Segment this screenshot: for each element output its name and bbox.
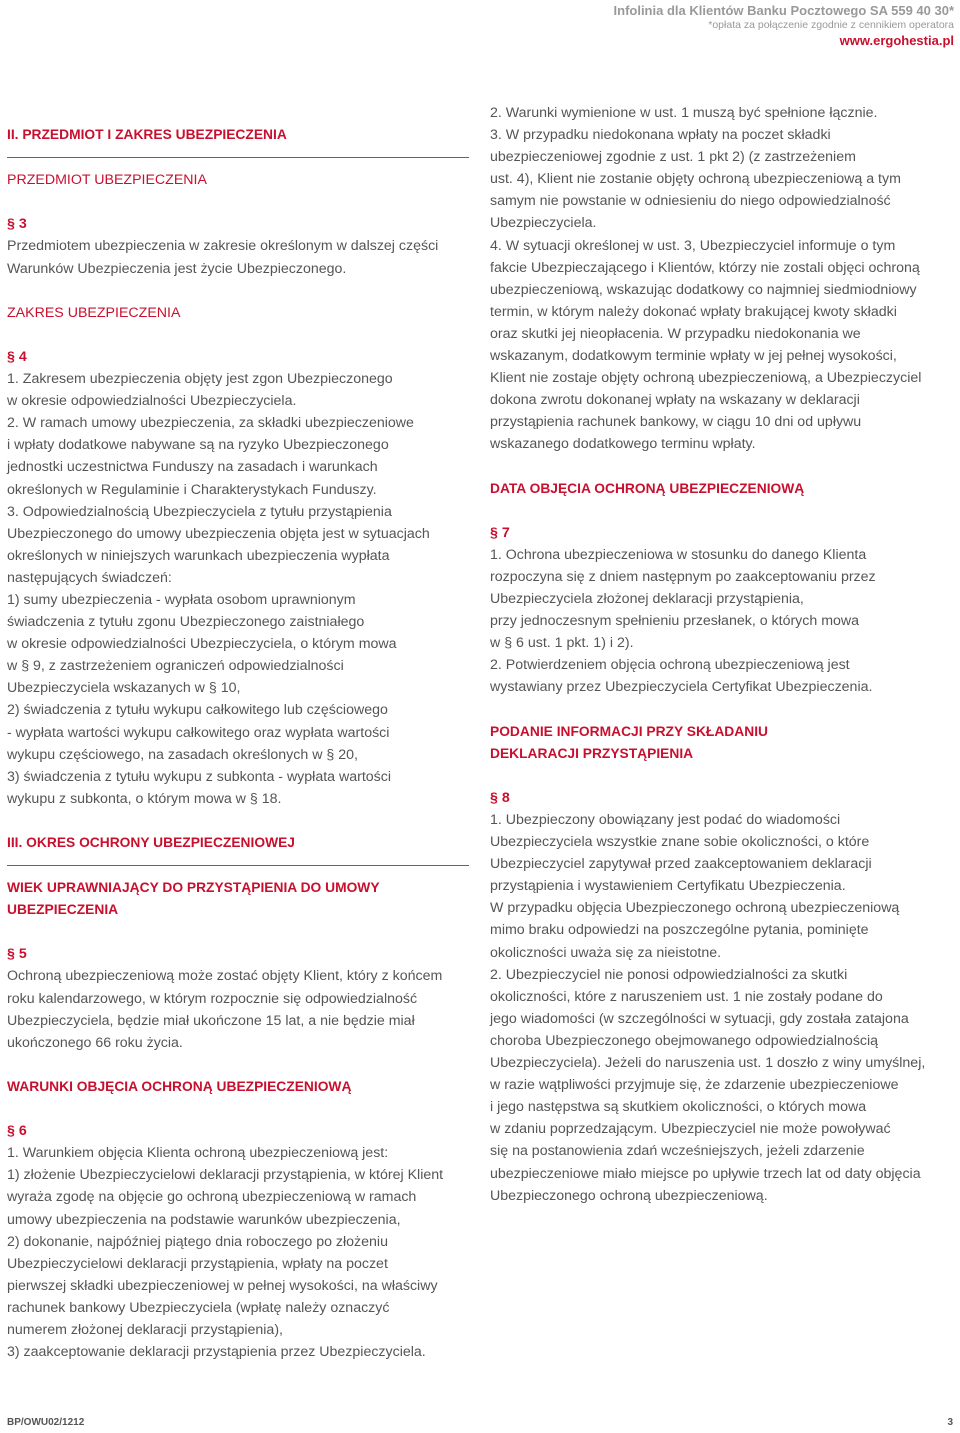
text-line: określonych w Regulaminie i Charakterystykach Funduszy.: [7, 481, 377, 498]
text-line: 2. Ubezpieczyciel nie ponosi odpowiedzialności za skutki: [490, 966, 848, 983]
text-line: 2. W ramach umowy ubezpieczenia, za składki ubezpieczeniowe: [7, 415, 414, 432]
text-line: Ubezpieczonego ochroną ubezpieczeniową.: [490, 1187, 768, 1204]
text-line: i wpłaty dodatkowe nabywane są na ryzyko Ubezpieczonego: [7, 437, 389, 454]
text-line: 2. Potwierdzeniem objęcia ochroną ubezpieczeniową jest: [490, 657, 850, 674]
text-line: Ubezpieczyciela, będzie miał ukończone 15 lat, a nie będzie miał: [7, 1012, 415, 1029]
text-line: świadczenia z tytułu zgonu Ubezpieczonego zaistniałego: [7, 614, 365, 631]
text-line: rachunek bankowy Ubezpieczyciela (wpłatę należy oznaczyć: [7, 1299, 390, 1316]
text-line: przy jednoczesnym spełnieniu przesłanek, o których mowa: [490, 613, 860, 630]
text-line: Przedmiotem ubezpieczenia w zakresie określonym w dalszej części: [7, 238, 439, 255]
text-line: 2. Warunki wymienione w ust. 1 muszą być spełnione łącznie.: [490, 105, 878, 121]
text-line: oraz skutki jej nieopłacenia. W przypadku niedokonania we: [490, 325, 861, 342]
text-line: Ubezpieczyciela.: [490, 215, 597, 232]
hotline-note: *opłata za połączenie zgodnie z cennikiem operatora: [708, 19, 954, 31]
text-line: termin, w którym należy dokonać wpłaty brakującej kwoty składki: [490, 303, 897, 320]
text-line: dokona zwrotu dokonanej wpłaty na wskazany w deklaracji: [490, 392, 860, 409]
text-line: 1) złożenie Ubezpieczycielowi deklaracji przystąpienia, w której Klient: [7, 1167, 444, 1184]
text-line: 2) dokonanie, najpóźniej piątego dnia roboczego po złożeniu: [7, 1233, 388, 1250]
section-rule: [7, 854, 469, 866]
section-title-okres-ochrony: III. OKRES OCHRONY UBEZPIECZENIOWEJ: [7, 835, 295, 850]
text-line: jego wiadomości (w szczególności w sytuacji, gdy została zatajona: [490, 1010, 909, 1027]
text-line: numerem złożonej deklaracji przystąpienia),: [7, 1321, 283, 1338]
text-line: Ubezpieczyciela). Jeżeli do naruszenia ust. 1 doszło z winy umyślnej,: [490, 1055, 926, 1072]
text-line: przystąpienia rachunek bankowy, w ciągu 10 dni od upływu: [490, 414, 862, 431]
text-line: 1. Ochrona ubezpieczeniowa w stosunku do danego Klienta: [490, 546, 867, 563]
text-line: Ubezpieczycielowi deklaracji przystąpienia, wpłaty na poczet: [7, 1255, 388, 1272]
text-line: fakcie Ubezpieczającego i Klientów, którzy nie zostali objęci ochroną: [490, 259, 920, 276]
text-line: ubezpieczeniowe miało miejsce po upływie trzech lat od daty objęcia: [490, 1165, 921, 1182]
subsection-title-podanie: PODANIE INFORMACJI PRZY SKŁADANIU: [490, 723, 768, 739]
text-line: samym nie powstanie w odniesieniu do niego odpowiedzialność: [490, 193, 891, 210]
text-line: wykupu częściowego, na zasadach określonych w § 20,: [7, 746, 358, 763]
text-line: wyraża zgodę na objęcie go ochroną ubezpieczeniową w ramach: [7, 1189, 417, 1206]
text-line: i jego następstwa są skutkiem okoliczności, o których mowa: [490, 1099, 867, 1116]
page-number: 3: [947, 1417, 953, 1428]
text-line: Ubezpieczyciela wszystkie znane sobie okoliczności, o które: [490, 834, 870, 851]
hotline-text: Infolinia dla Klientów Banku Pocztowego SA 559 40 30*: [613, 3, 954, 18]
text-line: w okresie odpowiedzialności Ubezpieczyciela.: [7, 393, 297, 410]
text-line: 1. Warunkiem objęcia Klienta ochroną ubezpieczeniową jest:: [7, 1145, 389, 1162]
text-line: mimo braku odpowiedzi na poszczególne pytania, pominięte: [490, 922, 869, 939]
document-code: BP/OWU02/1212: [7, 1417, 85, 1428]
text-line: jednostki uczestnictwa Funduszy na zasadach i warunkach: [7, 459, 378, 476]
text-line: w okresie odpowiedzialności Ubezpieczyciela, o którym mowa: [7, 636, 397, 653]
text-line: choroba Ubezpieczonego obejmowanego odpowiedzialnością: [490, 1032, 879, 1049]
text-line: przystąpienia i wystawieniem Certyfikatu Ubezpieczenia.: [490, 878, 846, 895]
text-line: w razie wątpliwości przyjmuje się, że zdarzenie ubezpieczeniowe: [490, 1077, 899, 1094]
paragraph-5-heading: § 5: [7, 946, 27, 963]
text-line: w § 9, z zastrzeżeniem ograniczeń odpowiedzialności: [7, 658, 344, 675]
text-line: - wypłata wartości wykupu całkowitego oraz wypłata wartości: [7, 724, 390, 741]
subsection-title-data-objecia: DATA OBJĘCIA OCHRONĄ UBEZPIECZENIOWĄ: [490, 480, 805, 496]
subsection-title-wiek: WIEK UPRAWNIAJĄCY DO PRZYSTĄPIENIA DO UMOWY: [7, 880, 380, 896]
text-line: 3. W przypadku niedokonana wpłaty na poczet składki: [490, 127, 831, 144]
text-line: umowy ubezpieczenia na podstawie warunków ubezpieczenia,: [7, 1211, 401, 1228]
paragraph-7-heading: § 7: [490, 524, 510, 541]
page-header: [614, 2, 954, 50]
subsection-title-warunki: WARUNKI OBJĘCIA OCHRONĄ UBEZPIECZENIOWĄ: [7, 1078, 352, 1094]
text-line: Klient nie zostaje objęty ochroną ubezpieczeniową, a Ubezpieczyciel: [490, 370, 922, 387]
text-line: następujących świadczeń:: [7, 569, 172, 586]
text-line: okoliczności, które z naruszeniem ust. 1 nie zostały podane do: [490, 988, 883, 1005]
text-line: wskazanym, dodatkowym terminie wpłaty w jej pełnej wysokości,: [490, 348, 897, 365]
text-line: rozpoczyna się z dniem następnym po zaakceptowaniu przez: [490, 568, 876, 585]
text-line: 3) świadczenia z tytułu wykupu z subkonta - wypłata wartości: [7, 768, 392, 785]
text-line: w § 6 ust. 1 pkt. 1) i 2).: [490, 635, 634, 652]
section-rule: [7, 146, 469, 158]
subsection-title-przedmiot: PRZEDMIOT UBEZPIECZENIA: [7, 172, 207, 189]
text-line: W przypadku objęcia Ubezpieczonego ochroną ubezpieczeniową: [490, 900, 900, 917]
text-line: 1) sumy ubezpieczenia - wypłata osobom uprawnionym: [7, 591, 356, 608]
text-line: 3) zaakceptowanie deklaracji przystąpienia przez Ubezpieczyciela.: [7, 1344, 426, 1361]
text-line: się na postanowienia zdań wcześniejszych, jeżeli zdarzenie: [490, 1143, 865, 1160]
paragraph-3-heading: § 3: [7, 216, 27, 233]
text-line: 4. W sytuacji określonej w ust. 3, Ubezpieczyciel informuje o tym: [490, 237, 896, 254]
paragraph-4-heading: § 4: [7, 348, 27, 365]
subsection-title-wiek-cont: UBEZPIECZENIA: [7, 902, 119, 918]
text-line: Ochroną ubezpieczeniową może zostać objęty Klient, który z końcem: [7, 968, 443, 985]
text-line: 2) świadczenia z tytułu wykupu całkowitego lub częściowego: [7, 702, 388, 719]
text-line: w zdaniu poprzedzającym. Ubezpieczyciel nie może powoływać: [490, 1121, 891, 1138]
website-link[interactable]: www.ergohestia.pl: [839, 33, 954, 48]
text-line: Ubezpieczyciel zapytywał przed zaakceptowaniem deklaracji: [490, 856, 872, 873]
text-line: ubezpieczeniowej zgodnie z ust. 1 pkt 2) (z zastrzeżeniem: [490, 149, 856, 166]
text-line: ubezpieczeniową, wskazując dodatkowy co najmniej siedmiodniowy: [490, 281, 917, 298]
section-title-przedmiot-zakres: II. PRZEDMIOT I ZAKRES UBEZPIECZENIA: [7, 127, 287, 143]
text-line: okoliczności uważa się za nieistotne.: [490, 944, 722, 961]
text-line: Warunków Ubezpieczenia jest życie Ubezpieczonego.: [7, 260, 347, 277]
text-line: Ubezpieczonego do umowy ubezpieczenia objęta jest w sytuacjach: [7, 525, 430, 542]
text-line: 1. Zakresem ubezpieczenia objęty jest zgon Ubezpieczonego: [7, 371, 393, 388]
text-line: ukończonego 66 roku życia.: [7, 1034, 183, 1051]
text-line: roku kalendarzowego, w którym rozpocznie się odpowiedzialność: [7, 990, 418, 1007]
text-line: Ubezpieczyciela wskazanych w § 10,: [7, 680, 241, 697]
paragraph-8-heading: § 8: [490, 789, 510, 806]
text-line: 3. Odpowiedzialnością Ubezpieczyciela z tytułu przystąpienia: [7, 503, 392, 520]
text-line: określonych w niniejszych warunkach ubezpieczenia wypłata: [7, 547, 390, 564]
text-line: pierwszej składki ubezpieczeniowej w pełnej wysokości, na właściwy: [7, 1277, 438, 1294]
text-line: 1. Ubezpieczony obowiązany jest podać do wiadomości: [490, 812, 841, 828]
left-column: [7, 102, 472, 1363]
text-line: ust. 4), Klient nie zostanie objęty ochroną ubezpieczeniową a tym: [490, 171, 901, 188]
text-line: Ubezpieczyciela złożonej deklaracji przystąpienia,: [490, 591, 804, 608]
text-line: wystawiany przez Ubezpieczyciela Certyfikat Ubezpieczenia.: [490, 679, 873, 696]
subsection-title-zakres: ZAKRES UBEZPIECZENIA: [7, 304, 181, 321]
right-column: [490, 102, 958, 1207]
text-line: wykupu z subkonta, o którym mowa w § 18.: [7, 790, 282, 807]
subsection-title-podanie-cont: DEKLARACJI PRZYSTĄPIENIA: [490, 745, 694, 761]
paragraph-6-heading: § 6: [7, 1123, 27, 1140]
text-line: wskazanego dodatkowego terminu wpłaty.: [490, 436, 756, 453]
